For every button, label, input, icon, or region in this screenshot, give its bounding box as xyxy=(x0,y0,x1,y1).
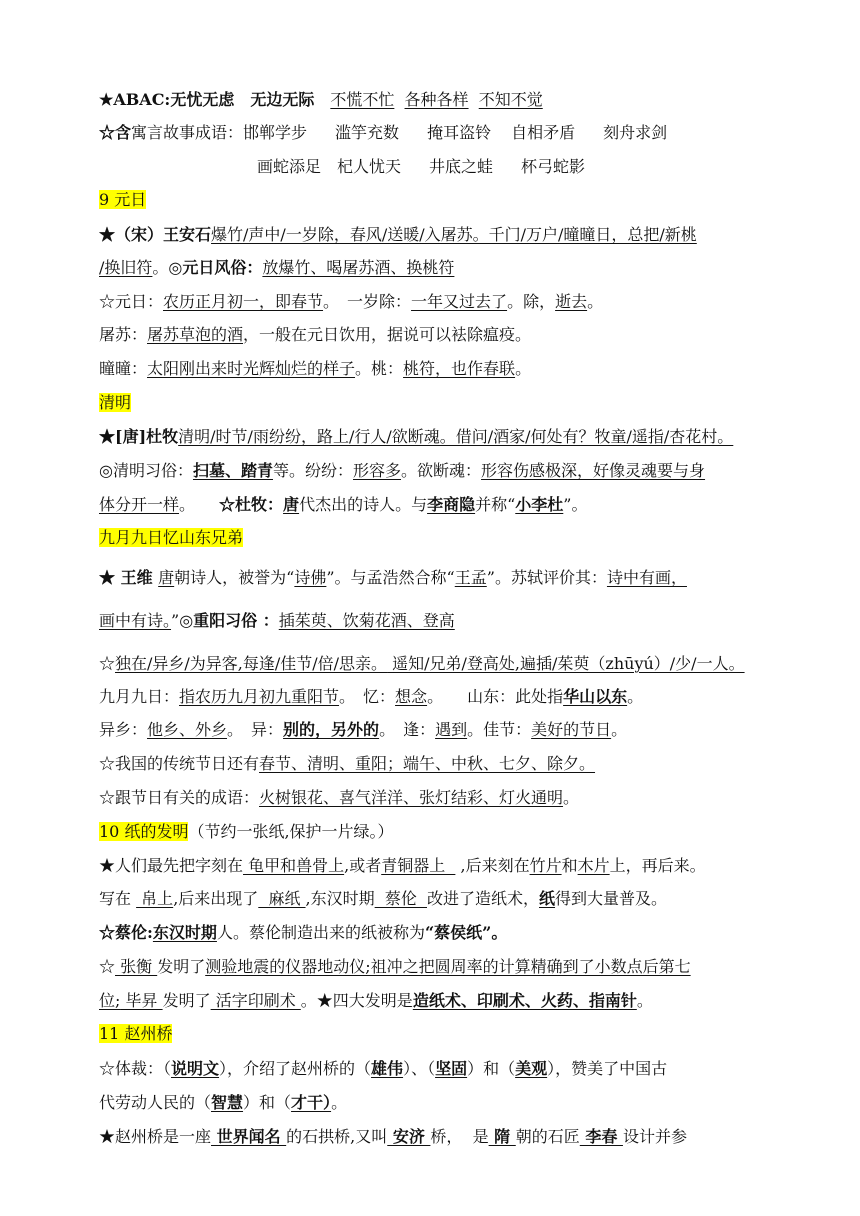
note-def: 太阳刚出来时光辉灿烂的样子 xyxy=(147,359,356,378)
fable-idiom: 滥竽充数 xyxy=(335,123,400,142)
star-marker: ★ xyxy=(99,225,116,244)
note-term: 。 一岁除： xyxy=(323,292,412,311)
yuanri-note-2 xyxy=(99,323,531,347)
note-text: 并称“ xyxy=(475,495,516,514)
wangwei-line-2 xyxy=(99,609,455,633)
note-def: 竹片 xyxy=(529,856,562,875)
heading-highlight: 11 赵州桥 xyxy=(99,1024,173,1043)
note-def: 画中有诗。 xyxy=(99,611,172,630)
star-marker: ☆ xyxy=(99,654,116,673)
note-term: 。 异： xyxy=(227,720,284,739)
note-text: 桥， 是 xyxy=(430,1127,489,1146)
note-term: 。 忆： xyxy=(339,687,396,706)
note-text: 上，再后来。 xyxy=(609,856,706,875)
note-def: 美好的节日 xyxy=(531,720,612,739)
note-def: 诗佛 xyxy=(294,568,327,587)
paper-line-1 xyxy=(99,854,706,878)
poet-name: （宋）王安石 xyxy=(115,225,212,244)
punct: 。 xyxy=(636,991,653,1010)
note-def: 别的，另外的 xyxy=(283,720,380,739)
festival-idioms-line xyxy=(99,786,579,810)
note-term: ☆元日： xyxy=(99,292,164,311)
note-def: 他乡、外乡 xyxy=(147,720,228,739)
fable-idiom: 邯郸学步 xyxy=(243,123,308,142)
fable-prefix: ☆含 xyxy=(99,123,132,142)
abac-word-1: 不慌不忙 xyxy=(330,90,395,109)
note-def: 说明文 xyxy=(171,1059,220,1078)
qingming-custom-line-1 xyxy=(99,459,705,483)
fable-idiom: 杞人忧天 xyxy=(337,157,402,176)
note-def: 诗中有画， xyxy=(606,568,687,587)
fable-idiom: 刻舟求剑 xyxy=(603,123,668,142)
note-def: 农历正月初一，即春节 xyxy=(163,292,324,311)
note-def: 遇到 xyxy=(435,720,468,739)
paper-line-2 xyxy=(99,887,667,911)
note-text: ，一般在元日饮用，据说可以袪除瘟疫。 xyxy=(243,325,532,344)
note-def: 桃符，也作春联 xyxy=(403,359,516,378)
note-term: ☆蔡伦: xyxy=(99,923,153,942)
punct: 。 xyxy=(587,292,604,311)
fable-idiom: 自相矛盾 xyxy=(511,123,576,142)
note-text: 得到大量普及。 xyxy=(555,889,668,908)
note-def: 安济 xyxy=(387,1127,431,1146)
note-def: 龟甲和兽骨上 xyxy=(243,856,345,875)
poem-text: /换旧符 xyxy=(99,258,153,277)
note-text: ☆体裁：（ xyxy=(99,1059,172,1078)
note-text: 人。蔡伦制造出来的纸被称为 xyxy=(216,923,425,942)
note-def: 李商隐 xyxy=(427,495,476,514)
note-def: 小李杜 xyxy=(515,495,564,514)
bridge-facts-line xyxy=(99,1125,687,1149)
punct: ” xyxy=(171,611,180,630)
note-def: 屠苏草泡的酒 xyxy=(147,325,244,344)
punct: 。 xyxy=(611,720,628,739)
note-term: ☆跟节日有关的成语： xyxy=(99,788,260,807)
note-def: 蔡伦 xyxy=(374,889,427,908)
heading-highlight: 清明 xyxy=(99,393,132,412)
note-def: “蔡侯纸”。 xyxy=(424,923,508,942)
fable-idioms-line-1 xyxy=(99,121,667,145)
note-text: 设计并参 xyxy=(622,1127,687,1146)
punct: 。 xyxy=(515,359,532,378)
note-def: 青铜器上 xyxy=(381,856,456,875)
chongyang-note-1 xyxy=(99,685,643,709)
heading-note: （节约一张纸,保护一片绿。） xyxy=(188,822,394,841)
note-term: 。除， xyxy=(507,292,556,311)
section-heading-bridge xyxy=(99,1022,172,1046)
note-term: 九月九日： xyxy=(99,687,180,706)
fable-idiom: 画蛇添足 xyxy=(257,157,322,176)
note-def: 东汉时期 xyxy=(152,923,217,942)
abac-prefix: ★ABAC:无忧无虑 无边无际 xyxy=(99,90,331,109)
heading-highlight: 九月九日忆山东兄弟 xyxy=(99,528,244,547)
fable-idiom: 井底之蛙 xyxy=(429,157,494,176)
note-def: 体分开一样 xyxy=(99,495,180,514)
note-text: ）和（ xyxy=(243,1093,292,1112)
note-def: 唐 xyxy=(283,495,300,514)
note-def: 位; xyxy=(99,991,121,1010)
note-text: ）和（ xyxy=(467,1059,516,1078)
section-heading-chongyang xyxy=(99,526,243,550)
note-term: 。桃： xyxy=(355,359,404,378)
punct: 。 xyxy=(152,258,169,277)
note-def: 测验地震的仪器地动仪;祖冲之把圆周率的计算精确到了小数点后第七 xyxy=(205,957,691,976)
note-text: 代劳动人民的（ xyxy=(99,1093,212,1112)
qingming-custom-line-2 xyxy=(99,493,587,517)
note-term: 异乡： xyxy=(99,720,148,739)
note-def: 一年又过去了 xyxy=(411,292,508,311)
note-def: 雄伟 xyxy=(371,1059,404,1078)
note-def: 扫墓、踏青 xyxy=(192,461,273,480)
note-def: 春节、清明、重阳；端午、中秋、七夕、除夕。 xyxy=(259,754,596,773)
note-def: 木片 xyxy=(577,856,610,875)
note-term: 。 山东：此处指 xyxy=(427,687,564,706)
note-term: 。欲断魂： xyxy=(401,461,482,480)
note-def: 唐 xyxy=(158,568,175,587)
note-text: ,东汉时期 xyxy=(305,889,375,908)
note-text: 发明了 xyxy=(157,957,206,976)
note-def: 逝去 xyxy=(555,292,588,311)
note-term: 屠苏： xyxy=(99,325,148,344)
note-text: 改进了造纸术， xyxy=(427,889,540,908)
note-text: ）、（ xyxy=(403,1059,436,1078)
festivals-line xyxy=(99,752,595,776)
note-def: 形容多 xyxy=(353,461,402,480)
punct: ”。 xyxy=(563,495,588,514)
note-text: 写在 xyxy=(99,889,137,908)
note-text: 朝诗人，被誉为“ xyxy=(174,568,295,587)
note-def: 纸 xyxy=(539,889,556,908)
custom-label: ◎元日风俗： xyxy=(168,258,263,277)
section-heading-yuanri xyxy=(99,188,146,212)
note-text: 和 xyxy=(561,856,578,875)
qingming-poem-line xyxy=(99,425,733,449)
fable-label: 寓言故事成语： xyxy=(131,123,244,142)
poem-text: 独在/异乡/为异客,每逢/佳节/倍/思亲。 xyxy=(115,654,388,673)
note-def: 活字印刷术 xyxy=(210,991,301,1010)
fable-idiom: 杯弓蛇影 xyxy=(521,157,586,176)
note-text: 代杰出的诗人。与 xyxy=(299,495,428,514)
note-def: 王孟 xyxy=(454,568,487,587)
section-heading-paper xyxy=(99,820,394,844)
yuanri-poem-line-2 xyxy=(99,256,454,280)
note-text: 。★四大发明是 xyxy=(300,991,413,1010)
note-term: ◎清明习俗： xyxy=(99,461,193,480)
note-def: 才干） xyxy=(291,1093,332,1112)
note-def: 麻纸 xyxy=(258,889,306,908)
chongyang-poem-line xyxy=(99,652,745,676)
bridge-genre-line-1 xyxy=(99,1057,667,1081)
note-term: 。佳节： xyxy=(467,720,532,739)
heading-highlight: 10 纸的发明 xyxy=(99,822,189,841)
poem-text: 遥知/兄弟/登高处,遍插/茱萸（zhūyú）/少/一人。 xyxy=(387,654,745,673)
punct: 。 xyxy=(563,788,580,807)
note-text: ），赞美了中国古 xyxy=(547,1059,668,1078)
note-term: ☆我国的传统节日还有 xyxy=(99,754,260,773)
poet-name: ★[唐]杜牧 xyxy=(99,427,179,446)
poem-text: 清明/时节/雨纷纷，路上/行人/欲断魂。借问/酒家/何处有？牧童/遥指/杏花村。 xyxy=(178,427,734,446)
star-marker: ☆ xyxy=(99,957,116,976)
section-heading-qingming xyxy=(99,391,131,415)
chongyang-note-2 xyxy=(99,718,627,742)
custom-label: ◎重阳习俗 ： xyxy=(179,611,279,630)
note-def: 形容伤感极深，好像灵魂要与身 xyxy=(481,461,706,480)
abac-word-2: 各种各样 xyxy=(404,90,469,109)
yuanri-note-3 xyxy=(99,357,531,381)
note-text: 发明了 xyxy=(162,991,211,1010)
note-text: ”。与孟浩然合称“ xyxy=(326,568,455,587)
poem-text: 爆竹/声中/一岁除，春风/送暖/入屠苏。千门/万户/曈曈日，总把/新桃 xyxy=(211,225,697,244)
note-text: ），介绍了赵州桥的（ xyxy=(219,1059,372,1078)
punct: 。 xyxy=(331,1093,348,1112)
note-def: 智慧 xyxy=(211,1093,244,1112)
note-def: 隋 xyxy=(488,1127,516,1146)
note-def: 指农历九月初九重阳节 xyxy=(179,687,340,706)
note-text: 朝的石匠 xyxy=(515,1127,580,1146)
note-def: 火树银花、喜气洋洋、张灯结彩、灯火通明 xyxy=(259,788,564,807)
inventions-line-2 xyxy=(99,989,653,1013)
punct: 。 xyxy=(179,495,220,514)
abac-word-3: 不知不觉 xyxy=(478,90,543,109)
note-def: 华山以东 xyxy=(563,687,628,706)
note-text: ,后来刻在 xyxy=(455,856,530,875)
poet-name: ★ 王维 xyxy=(99,568,159,587)
note-text: ★人们最先把字刻在 xyxy=(99,856,244,875)
note-text: ★赵州桥是一座 xyxy=(99,1127,212,1146)
note-def: 造纸术、印刷术、火药、指南针 xyxy=(412,991,637,1010)
bridge-genre-line-2 xyxy=(99,1091,347,1115)
note-text: 的石拱桥,又叫 xyxy=(286,1127,388,1146)
punct: 。 xyxy=(627,687,644,706)
wangwei-line-1 xyxy=(99,566,687,590)
note-def: 美观 xyxy=(515,1059,548,1078)
note-def: 李春 xyxy=(579,1127,623,1146)
note-text: ,后来出现了 xyxy=(173,889,259,908)
note-def: 坚固 xyxy=(435,1059,468,1078)
heading-highlight: 9 元日 xyxy=(99,190,147,209)
note-term: 等。纷纷： xyxy=(272,461,353,480)
note-def: 想念 xyxy=(395,687,428,706)
note-term: 曈曈： xyxy=(99,359,148,378)
fable-idiom: 掩耳盗铃 xyxy=(427,123,492,142)
custom-text: 放爆竹、喝屠苏酒、换桃符 xyxy=(262,258,455,277)
note-text: ,或者 xyxy=(344,856,382,875)
yuanri-note-1 xyxy=(99,290,603,314)
note-def: 张衡 xyxy=(115,957,158,976)
note-def: 毕昇 xyxy=(120,991,163,1010)
note-def: 世界闻名 xyxy=(211,1127,287,1146)
note-def: 帛上 xyxy=(136,889,174,908)
yuanri-poem-line-1 xyxy=(99,223,697,247)
note-term: ☆杜牧： xyxy=(219,495,284,514)
cailun-line xyxy=(99,921,507,945)
note-text: ”。苏轼评价其： xyxy=(486,568,607,587)
custom-text: 插茱萸、饮菊花酒、登高 xyxy=(278,611,455,630)
inventions-line-1 xyxy=(99,955,691,979)
fable-idioms-line-2 xyxy=(257,155,585,179)
abac-line xyxy=(99,88,543,112)
note-term: 。 逢： xyxy=(379,720,436,739)
